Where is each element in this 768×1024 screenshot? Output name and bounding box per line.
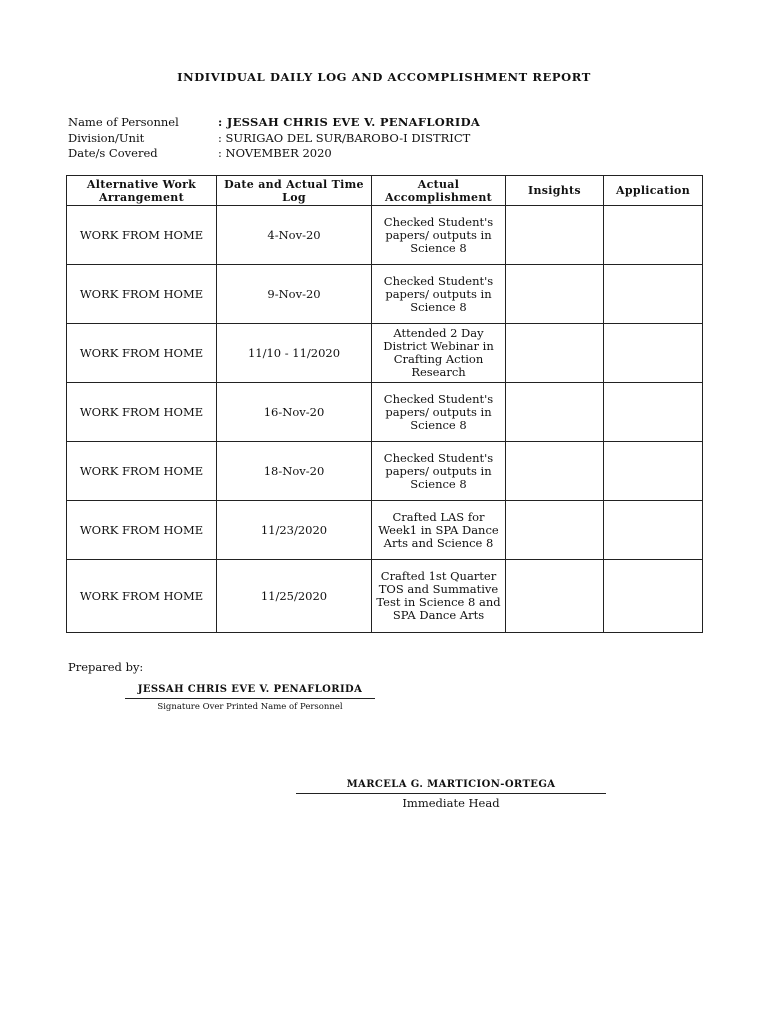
info-row-dates [68,146,480,162]
info-label: Division/Unit [68,130,145,145]
table-cell [506,560,604,633]
info-label: Date/s Covered [68,146,158,160]
table-cell: 11/10 - 11/2020 [217,324,372,383]
table-cell [506,206,604,265]
table-row [67,265,703,324]
personnel-signature-block [125,684,375,712]
table-cell: 16-Nov-20 [217,383,372,442]
table-cell: WORK FROM HOME [67,442,217,501]
info-value: : NOVEMBER 2020 [218,146,332,160]
table-cell [604,383,703,442]
table-row [67,442,703,501]
table-cell: Attended 2 Day District Webinar in Crafting Action Research [372,324,506,383]
table-cell [506,383,604,442]
table-cell: 18-Nov-20 [217,442,372,501]
table-cell: 11/23/2020 [217,501,372,560]
table-cell [604,560,703,633]
table-cell: 4-Nov-20 [217,206,372,265]
column-header: Insights [506,176,604,206]
column-header: Actual Accomplishment [372,176,506,206]
column-header: Alternative Work Arrangement [67,176,217,206]
immediate-head-caption: Immediate Head [402,796,500,810]
table-cell: 9-Nov-20 [217,265,372,324]
table-cell: WORK FROM HOME [67,501,217,560]
table-cell: Checked Student's papers/ outputs in Science 8 [372,383,506,442]
page-title: INDIVIDUAL DAILY LOG AND ACCOMPLISHMENT REPORT [177,70,591,84]
info-value: : JESSAH CHRIS EVE V. PENAFLORIDA [218,115,481,129]
info-row-division [68,131,480,147]
table-cell: Crafted LAS for Week1 in SPA Dance Arts and Science 8 [372,501,506,560]
table-cell: Checked Student's papers/ outputs in Science 8 [372,206,506,265]
table-row [67,324,703,383]
table-cell: Checked Student's papers/ outputs in Science 8 [372,265,506,324]
accomplishment-table [66,175,703,633]
table-row [67,206,703,265]
table-row [67,560,703,633]
table-cell: WORK FROM HOME [67,560,217,633]
table-cell [506,265,604,324]
table-cell: WORK FROM HOME [67,324,217,383]
table-cell [604,324,703,383]
info-label: Name of Personnel [68,115,179,129]
immediate-head-block [296,779,606,810]
info-row-name [68,115,480,131]
table-row [67,501,703,560]
signature-caption: Signature Over Printed Name of Personnel [157,702,343,712]
prepared-by-label: Prepared by: [68,660,144,674]
table-header-row [67,176,703,206]
table-cell: Crafted 1st Quarter TOS and Summative Test in Science 8 and SPA Dance Arts [372,560,506,633]
table-cell [604,265,703,324]
immediate-head-name: MARCELA G. MARTICION-ORTEGA [296,779,606,794]
table-cell [506,442,604,501]
column-header: Application [604,176,703,206]
table-cell [604,206,703,265]
table-cell: WORK FROM HOME [67,265,217,324]
table-cell: WORK FROM HOME [67,383,217,442]
table-cell [506,324,604,383]
column-header: Date and Actual Time Log [217,176,372,206]
table-cell: WORK FROM HOME [67,206,217,265]
info-value: : SURIGAO DEL SUR/BAROBO-I DISTRICT [218,130,471,145]
table-row [67,383,703,442]
table-cell: Checked Student's papers/ outputs in Science 8 [372,442,506,501]
personnel-printed-name: JESSAH CHRIS EVE V. PENAFLORIDA [125,684,375,699]
table-cell [604,501,703,560]
table-cell: 11/25/2020 [217,560,372,633]
table-cell [604,442,703,501]
personnel-info [68,115,480,162]
table-cell [506,501,604,560]
